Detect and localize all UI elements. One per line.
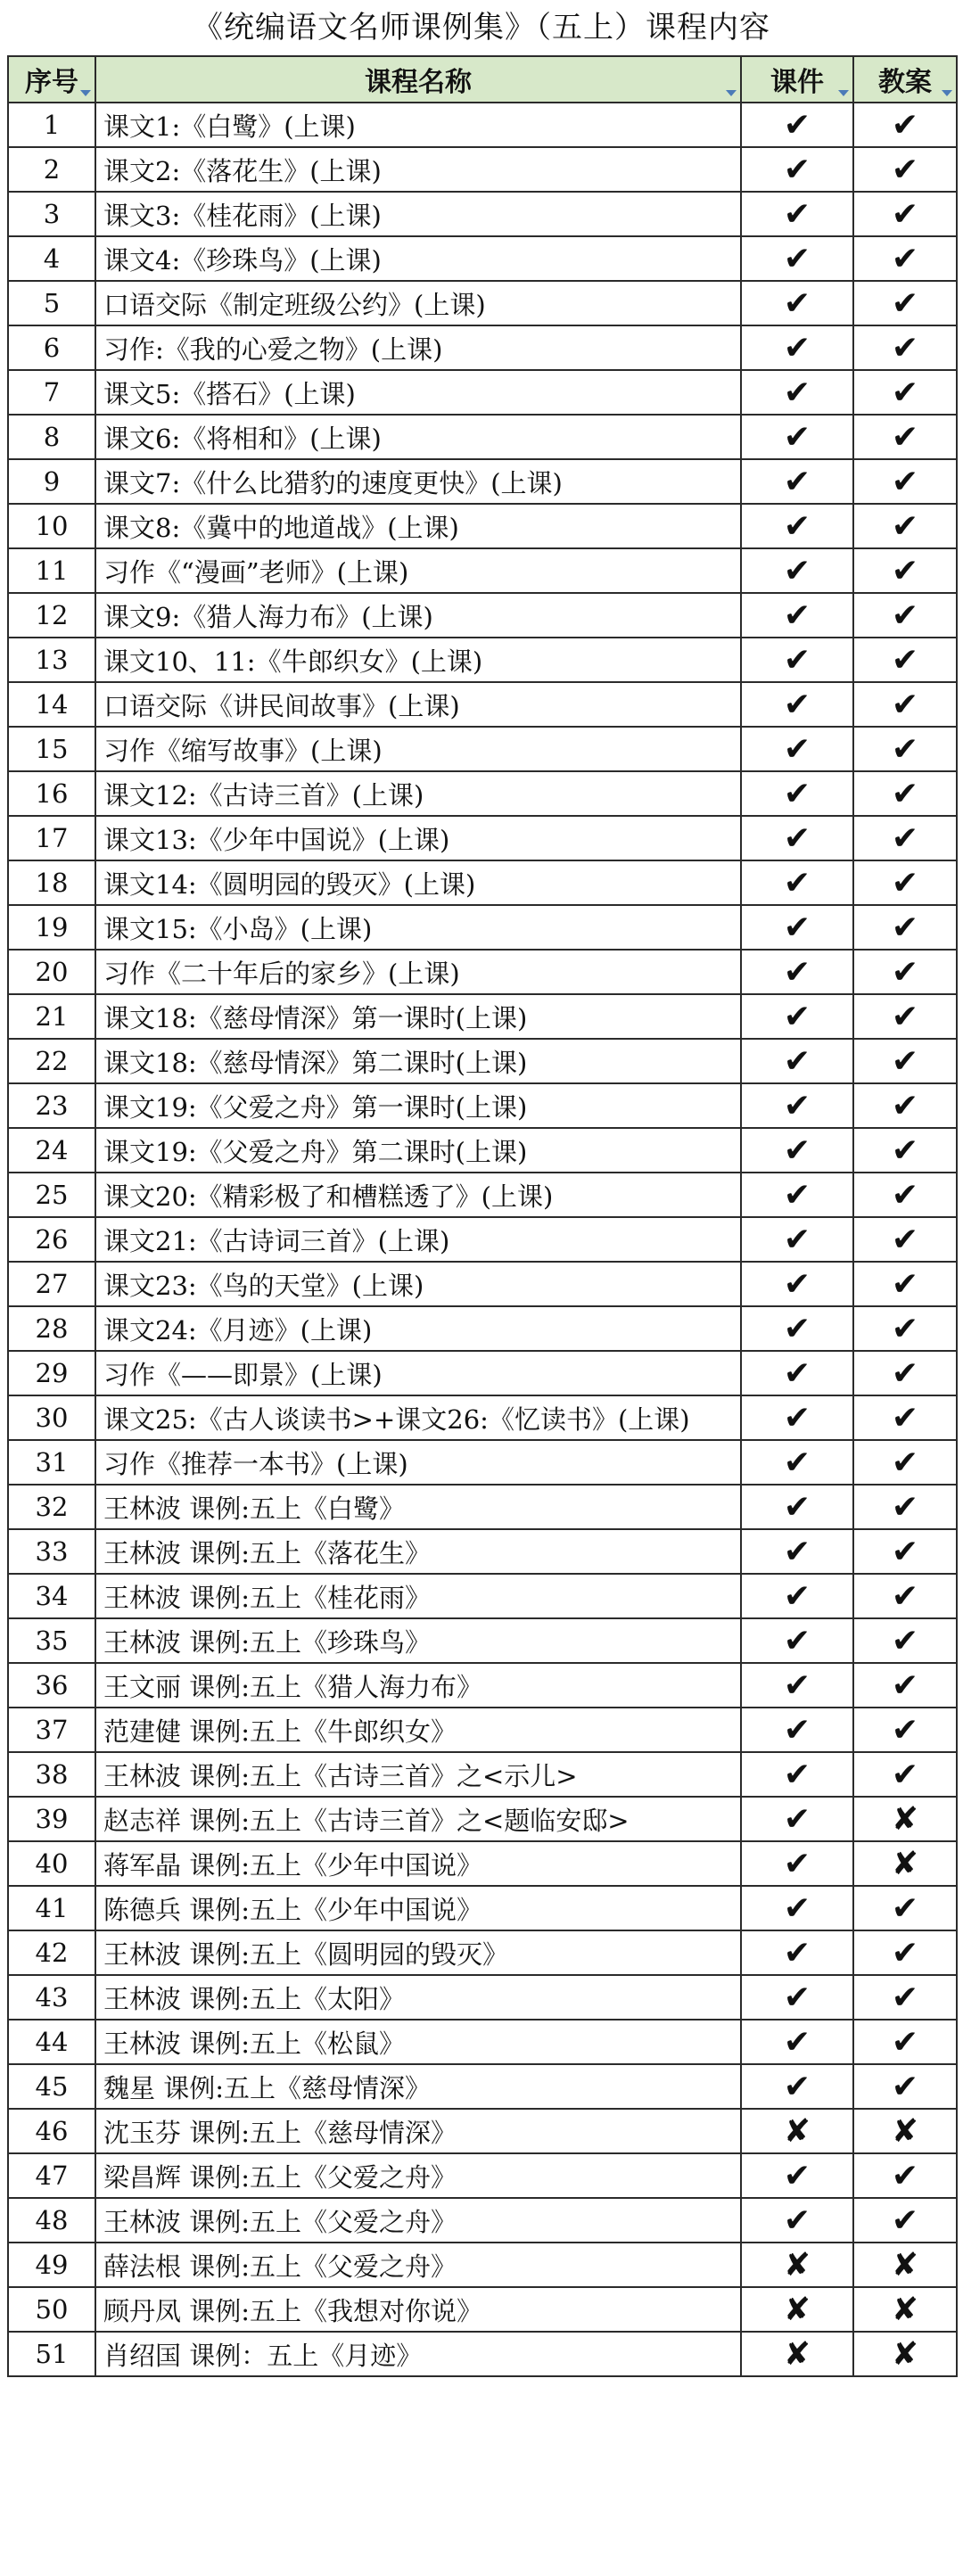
row-number: 45 [8, 2064, 95, 2109]
table-row [8, 1485, 957, 1529]
table-row [8, 682, 957, 727]
table-row [8, 860, 957, 905]
course-name: 王林波 课例:五上《桂花雨》 [95, 1574, 741, 1618]
course-name: 王林波 课例:五上《圆明园的毁灭》 [95, 1930, 741, 1975]
header-plan-label: 教案 [878, 67, 932, 98]
plan-status: ✔ [853, 816, 957, 860]
course-name: 课文2:《落花生》(上课) [95, 147, 741, 192]
row-number: 30 [8, 1395, 95, 1440]
header-courseware-label: 课件 [770, 67, 824, 98]
courseware-status: ✔ [741, 1930, 853, 1975]
row-number: 49 [8, 2243, 95, 2287]
courseware-status: ✔ [741, 2020, 853, 2064]
course-name: 课文12:《古诗三首》(上课) [95, 771, 741, 816]
courseware-status: ✔ [741, 192, 853, 236]
table-row [8, 1217, 957, 1262]
row-number: 9 [8, 459, 95, 504]
row-number: 28 [8, 1306, 95, 1351]
row-number: 5 [8, 281, 95, 325]
header-name[interactable] [95, 56, 741, 103]
course-name: 课文8:《冀中的地道战》(上课) [95, 504, 741, 548]
course-name: 课文18:《慈母情深》第一课时(上课) [95, 994, 741, 1039]
course-name: 课文1:《白鹭》(上课) [95, 103, 741, 147]
courseware-status: ✔ [741, 1618, 853, 1663]
plan-status: ✔ [853, 415, 957, 459]
plan-status: ✔ [853, 2020, 957, 2064]
table-row [8, 504, 957, 548]
course-name: 王林波 课例:五上《太阳》 [95, 1975, 741, 2020]
course-name: 课文19:《父爱之舟》第一课时(上课) [95, 1083, 741, 1128]
course-name: 习作《缩写故事》(上课) [95, 727, 741, 771]
plan-status: ✔ [853, 860, 957, 905]
table-row [8, 1797, 957, 1841]
courseware-status: ✔ [741, 1886, 853, 1930]
course-name: 课文9:《猎人海力布》(上课) [95, 593, 741, 638]
table-row [8, 727, 957, 771]
course-name: 课文25:《古人谈读书>+课文26:《忆读书》(上课) [95, 1395, 741, 1440]
course-name: 蒋军晶 课例:五上《少年中国说》 [95, 1841, 741, 1886]
row-number: 42 [8, 1930, 95, 1975]
plan-status: ✔ [853, 1574, 957, 1618]
table-row [8, 2020, 957, 2064]
course-name: 课文20:《精彩极了和槽糕透了》(上课) [95, 1173, 741, 1217]
plan-status: ✔ [853, 103, 957, 147]
courseware-status: ✔ [741, 548, 853, 593]
course-name: 课文23:《鸟的天堂》(上课) [95, 1262, 741, 1306]
plan-status: ✘ [853, 1797, 957, 1841]
row-number: 23 [8, 1083, 95, 1128]
table-row [8, 1039, 957, 1083]
course-name: 课文21:《古诗词三首》(上课) [95, 1217, 741, 1262]
plan-status: ✔ [853, 1930, 957, 1975]
table-row [8, 1306, 957, 1351]
plan-status: ✔ [853, 950, 957, 994]
row-number: 32 [8, 1485, 95, 1529]
plan-status: ✔ [853, 2153, 957, 2198]
courseware-status: ✔ [741, 816, 853, 860]
row-number: 40 [8, 1841, 95, 1886]
course-name: 梁昌辉 课例:五上《父爱之舟》 [95, 2153, 741, 2198]
row-number: 36 [8, 1663, 95, 1708]
plan-status: ✔ [853, 1618, 957, 1663]
row-number: 8 [8, 415, 95, 459]
courseware-status: ✔ [741, 1128, 853, 1173]
courseware-status: ✔ [741, 370, 853, 415]
courseware-status: ✔ [741, 325, 853, 370]
table-row [8, 593, 957, 638]
row-number: 18 [8, 860, 95, 905]
row-number: 38 [8, 1752, 95, 1797]
plan-status: ✔ [853, 1975, 957, 2020]
courseware-status: ✔ [741, 504, 853, 548]
table-row [8, 816, 957, 860]
courseware-status: ✔ [741, 1173, 853, 1217]
course-name: 口语交际《讲民间故事》(上课) [95, 682, 741, 727]
plan-status: ✔ [853, 771, 957, 816]
table-row [8, 1351, 957, 1395]
table-row [8, 1841, 957, 1886]
filter-dropdown-icon[interactable] [80, 90, 91, 96]
row-number: 17 [8, 816, 95, 860]
table-row [8, 905, 957, 950]
course-name: 习作《“漫画”老师》(上课) [95, 548, 741, 593]
course-name: 课文19:《父爱之舟》第二课时(上课) [95, 1128, 741, 1173]
table-row [8, 771, 957, 816]
plan-status: ✘ [853, 2243, 957, 2287]
courseware-status: ✔ [741, 1217, 853, 1262]
table-row [8, 415, 957, 459]
course-name: 课文6:《将相和》(上课) [95, 415, 741, 459]
row-number: 35 [8, 1618, 95, 1663]
courseware-status: ✔ [741, 771, 853, 816]
plan-status: ✔ [853, 1485, 957, 1529]
table-row [8, 1440, 957, 1485]
course-name: 肖绍国 课例：五上《月迹》 [95, 2332, 741, 2376]
course-name: 王林波 课例:五上《古诗三首》之<示儿> [95, 1752, 741, 1797]
filter-dropdown-icon[interactable] [942, 90, 952, 96]
row-number: 21 [8, 994, 95, 1039]
plan-status: ✔ [853, 1083, 957, 1128]
plan-status: ✔ [853, 1262, 957, 1306]
courseware-status: ✔ [741, 459, 853, 504]
plan-status: ✔ [853, 1173, 957, 1217]
row-number: 31 [8, 1440, 95, 1485]
row-number: 27 [8, 1262, 95, 1306]
courseware-status: ✘ [741, 2287, 853, 2332]
plan-status: ✔ [853, 1663, 957, 1708]
row-number: 46 [8, 2109, 95, 2153]
course-name: 习作《——即景》(上课) [95, 1351, 741, 1395]
course-name: 课文18:《慈母情深》第二课时(上课) [95, 1039, 741, 1083]
plan-status: ✔ [853, 1395, 957, 1440]
row-number: 39 [8, 1797, 95, 1841]
row-number: 50 [8, 2287, 95, 2332]
plan-status: ✔ [853, 994, 957, 1039]
row-number: 33 [8, 1529, 95, 1574]
table-row [8, 1930, 957, 1975]
row-number: 1 [8, 103, 95, 147]
table-row [8, 103, 957, 147]
plan-status: ✔ [853, 1306, 957, 1351]
table-row [8, 459, 957, 504]
table-row [8, 1975, 957, 2020]
courseware-status: ✔ [741, 593, 853, 638]
row-number: 11 [8, 548, 95, 593]
row-number: 13 [8, 638, 95, 682]
table-row [8, 2198, 957, 2243]
plan-status: ✔ [853, 147, 957, 192]
course-name: 课文15:《小岛》(上课) [95, 905, 741, 950]
courseware-status: ✔ [741, 147, 853, 192]
course-name: 课文10、11:《牛郎织女》(上课) [95, 638, 741, 682]
row-number: 48 [8, 2198, 95, 2243]
row-number: 24 [8, 1128, 95, 1173]
plan-status: ✔ [853, 236, 957, 281]
plan-status: ✔ [853, 905, 957, 950]
plan-status: ✘ [853, 1841, 957, 1886]
table-row [8, 548, 957, 593]
header-row [8, 56, 957, 103]
courseware-status: ✔ [741, 1841, 853, 1886]
courseware-status: ✔ [741, 1708, 853, 1752]
table-row [8, 1663, 957, 1708]
row-number: 3 [8, 192, 95, 236]
table-row [8, 2153, 957, 2198]
plan-status: ✔ [853, 370, 957, 415]
course-table [7, 55, 958, 2377]
plan-status: ✔ [853, 192, 957, 236]
plan-status: ✔ [853, 638, 957, 682]
table-row [8, 1262, 957, 1306]
table-row [8, 370, 957, 415]
header-plan[interactable] [853, 56, 957, 103]
table-row [8, 1886, 957, 1930]
plan-status: ✘ [853, 2109, 957, 2153]
plan-status: ✔ [853, 1752, 957, 1797]
row-number: 16 [8, 771, 95, 816]
table-row [8, 281, 957, 325]
table-row [8, 2243, 957, 2287]
table-row [8, 147, 957, 192]
course-name: 课文3:《桂花雨》(上课) [95, 192, 741, 236]
row-number: 14 [8, 682, 95, 727]
table-body [8, 103, 957, 2376]
course-name: 课文14:《圆明园的毁灭》(上课) [95, 860, 741, 905]
course-name: 范建健 课例:五上《牛郎织女》 [95, 1708, 741, 1752]
courseware-status: ✔ [741, 950, 853, 994]
courseware-status: ✔ [741, 1083, 853, 1128]
plan-status: ✔ [853, 1440, 957, 1485]
table-row [8, 2109, 957, 2153]
courseware-status: ✔ [741, 682, 853, 727]
row-number: 26 [8, 1217, 95, 1262]
row-number: 34 [8, 1574, 95, 1618]
courseware-status: ✔ [741, 1752, 853, 1797]
plan-status: ✔ [853, 1039, 957, 1083]
row-number: 7 [8, 370, 95, 415]
plan-status: ✔ [853, 1708, 957, 1752]
row-number: 12 [8, 593, 95, 638]
course-name: 魏星 课例:五上《慈母情深》 [95, 2064, 741, 2109]
plan-status: ✔ [853, 1217, 957, 1262]
row-number: 20 [8, 950, 95, 994]
row-number: 2 [8, 147, 95, 192]
plan-status: ✘ [853, 2332, 957, 2376]
table-row [8, 192, 957, 236]
courseware-status: ✔ [741, 1306, 853, 1351]
courseware-status: ✔ [741, 1797, 853, 1841]
plan-status: ✔ [853, 1529, 957, 1574]
row-number: 41 [8, 1886, 95, 1930]
courseware-status: ✔ [741, 2198, 853, 2243]
plan-status: ✔ [853, 1128, 957, 1173]
plan-status: ✔ [853, 593, 957, 638]
courseware-status: ✔ [741, 103, 853, 147]
courseware-status: ✘ [741, 2243, 853, 2287]
course-name: 赵志祥 课例:五上《古诗三首》之<题临安邸> [95, 1797, 741, 1841]
plan-status: ✘ [853, 2287, 957, 2332]
courseware-status: ✔ [741, 727, 853, 771]
page-title: 《统编语文名师课例集》（五上）课程内容 [193, 10, 770, 45]
row-number: 37 [8, 1708, 95, 1752]
course-name: 课文13:《少年中国说》(上课) [95, 816, 741, 860]
row-number: 6 [8, 325, 95, 370]
row-number: 43 [8, 1975, 95, 2020]
courseware-status: ✔ [741, 1529, 853, 1574]
plan-status: ✔ [853, 1351, 957, 1395]
courseware-status: ✔ [741, 994, 853, 1039]
plan-status: ✔ [853, 281, 957, 325]
course-name: 口语交际《制定班级公约》(上课) [95, 281, 741, 325]
course-name: 课文7:《什么比猎豹的速度更快》(上课) [95, 459, 741, 504]
courseware-status: ✔ [741, 1663, 853, 1708]
table-row [8, 236, 957, 281]
header-no[interactable] [8, 56, 95, 103]
course-name: 王林波 课例:五上《父爱之舟》 [95, 2198, 741, 2243]
table-row [8, 1529, 957, 1574]
table-row [8, 1574, 957, 1618]
course-name: 王文丽 课例:五上《猎人海力布》 [95, 1663, 741, 1708]
courseware-status: ✘ [741, 2109, 853, 2153]
filter-dropdown-icon[interactable] [838, 90, 849, 96]
row-number: 29 [8, 1351, 95, 1395]
courseware-status: ✔ [741, 905, 853, 950]
table-row [8, 638, 957, 682]
row-number: 44 [8, 2020, 95, 2064]
table-row [8, 1752, 957, 1797]
plan-status: ✔ [853, 459, 957, 504]
course-name: 薛法根 课例:五上《父爱之舟》 [95, 2243, 741, 2287]
courseware-status: ✔ [741, 236, 853, 281]
courseware-status: ✔ [741, 1351, 853, 1395]
course-name: 课文5:《搭石》(上课) [95, 370, 741, 415]
plan-status: ✔ [853, 325, 957, 370]
plan-status: ✔ [853, 727, 957, 771]
courseware-status: ✔ [741, 1485, 853, 1529]
row-number: 10 [8, 504, 95, 548]
courseware-status: ✔ [741, 1039, 853, 1083]
courseware-status: ✔ [741, 638, 853, 682]
table-row [8, 1128, 957, 1173]
course-name: 顾丹凤 课例:五上《我想对你说》 [95, 2287, 741, 2332]
row-number: 15 [8, 727, 95, 771]
row-number: 19 [8, 905, 95, 950]
courseware-status: ✔ [741, 1975, 853, 2020]
plan-status: ✔ [853, 2064, 957, 2109]
courseware-status: ✘ [741, 2332, 853, 2376]
course-name: 陈德兵 课例:五上《少年中国说》 [95, 1886, 741, 1930]
courseware-status: ✔ [741, 860, 853, 905]
row-number: 25 [8, 1173, 95, 1217]
table-row [8, 1083, 957, 1128]
plan-status: ✔ [853, 2198, 957, 2243]
plan-status: ✔ [853, 548, 957, 593]
row-number: 22 [8, 1039, 95, 1083]
table-row [8, 325, 957, 370]
courseware-status: ✔ [741, 2064, 853, 2109]
plan-status: ✔ [853, 504, 957, 548]
courseware-status: ✔ [741, 415, 853, 459]
courseware-status: ✔ [741, 1395, 853, 1440]
table-row [8, 1173, 957, 1217]
course-name: 王林波 课例:五上《松鼠》 [95, 2020, 741, 2064]
table-row [8, 1395, 957, 1440]
course-name: 王林波 课例:五上《珍珠鸟》 [95, 1618, 741, 1663]
course-name: 王林波 课例:五上《白鹭》 [95, 1485, 741, 1529]
row-number: 4 [8, 236, 95, 281]
row-number: 47 [8, 2153, 95, 2198]
table-row [8, 2064, 957, 2109]
course-name: 课文24:《月迹》(上课) [95, 1306, 741, 1351]
course-name: 习作《推荐一本书》(上课) [95, 1440, 741, 1485]
table-row [8, 1708, 957, 1752]
course-name: 沈玉芬 课例:五上《慈母情深》 [95, 2109, 741, 2153]
table-row [8, 2287, 957, 2332]
course-name: 课文4:《珍珠鸟》(上课) [95, 236, 741, 281]
course-name: 习作《二十年后的家乡》(上课) [95, 950, 741, 994]
courseware-status: ✔ [741, 1574, 853, 1618]
table-row [8, 2332, 957, 2376]
course-name: 习作:《我的心爱之物》(上课) [95, 325, 741, 370]
table-row [8, 950, 957, 994]
filter-dropdown-icon[interactable] [726, 90, 737, 96]
courseware-status: ✔ [741, 1440, 853, 1485]
courseware-status: ✔ [741, 1262, 853, 1306]
header-no-label: 序号 [25, 67, 78, 98]
plan-status: ✔ [853, 682, 957, 727]
courseware-status: ✔ [741, 281, 853, 325]
plan-status: ✔ [853, 1886, 957, 1930]
row-number: 51 [8, 2332, 95, 2376]
header-name-label: 课程名称 [365, 67, 472, 98]
header-courseware[interactable] [741, 56, 853, 103]
courseware-status: ✔ [741, 2153, 853, 2198]
table-row [8, 994, 957, 1039]
course-name: 王林波 课例:五上《落花生》 [95, 1529, 741, 1574]
table-row [8, 1618, 957, 1663]
